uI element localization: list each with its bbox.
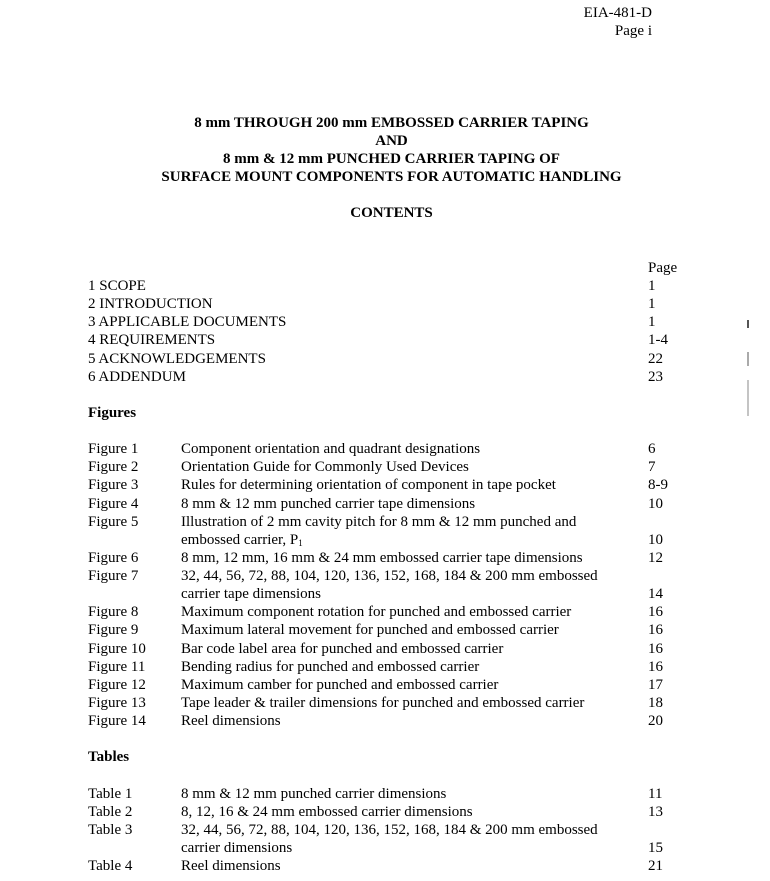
section-label: 4 REQUIREMENTS [88,332,216,348]
toc-figure-row[interactable] [0,640,770,658]
section-page: 1 [648,278,656,294]
figure-description: Reel dimensions [181,713,281,729]
section-page: 23 [648,369,663,385]
title-line-4: SURFACE MOUNT COMPONENTS FOR AUTOMATIC HANDLING [161,169,622,185]
figure-page: 12 [648,550,663,566]
toc-table-row-continued[interactable] [0,839,770,857]
figure-description: Illustration of 2 mm cavity pitch for 8 mm & 12 mm punched and [181,514,577,530]
toc-figure-row[interactable] [0,513,770,531]
page-column-heading: Page [648,260,678,276]
figure-description: Maximum camber for punched and embossed carrier [181,677,499,693]
toc-section-row[interactable] [0,313,770,331]
document-title [0,114,770,186]
subscript: 1 [298,538,303,548]
toc-figure-row[interactable] [0,603,770,621]
figures-heading-row [0,404,770,422]
figure-page: 17 [648,677,663,693]
page-label: Page i [614,23,652,39]
figure-label: Figure 10 [88,641,146,657]
table-description: 8 mm & 12 mm punched carrier dimensions [181,786,447,802]
figure-description-line-2: embossed carrier, P [181,532,299,548]
table-page: 11 [648,786,663,802]
scan-mark [747,380,749,416]
toc-section-row[interactable] [0,350,770,368]
figure-page: 20 [648,713,663,729]
scan-mark [747,320,749,328]
figure-label: Figure 2 [88,459,139,475]
figures-heading: Figures [88,405,137,421]
table-label: Table 3 [88,822,133,838]
section-label: 1 SCOPE [88,278,146,294]
table-page: 13 [648,804,663,820]
table-page: 21 [648,858,663,874]
figure-label: Figure 5 [88,514,139,530]
figure-page: 7 [648,459,656,475]
table-description-line-2: carrier dimensions [181,840,293,856]
figure-page: 14 [648,586,663,602]
figure-description: Maximum component rotation for punched and embossed carrier [181,604,572,620]
toc-section-row[interactable] [0,295,770,313]
title-line-2: AND [375,133,408,149]
title-line-3: 8 mm & 12 mm PUNCHED CARRIER TAPING OF [223,151,560,167]
section-label: 5 ACKNOWLEDGEMENTS [88,351,266,367]
toc-section-row[interactable] [0,331,770,349]
figure-page: 8-9 [648,477,668,493]
toc-figure-row[interactable] [0,549,770,567]
page-header [584,4,652,40]
toc-figure-row[interactable] [0,676,770,694]
toc-table-row[interactable] [0,803,770,821]
toc-figure-row-continued[interactable] [0,531,770,549]
figure-label: Figure 6 [88,550,139,566]
section-page: 1 [648,296,656,312]
figure-label: Figure 13 [88,695,146,711]
figure-page: 18 [648,695,663,711]
toc-figure-row[interactable] [0,495,770,513]
toc-table-row[interactable] [0,785,770,803]
title-line-1: 8 mm THROUGH 200 mm EMBOSSED CARRIER TAPING [194,115,589,131]
figure-label: Figure 12 [88,677,146,693]
toc-figure-row[interactable] [0,621,770,639]
table-label: Table 2 [88,804,133,820]
table-description: 8, 12, 16 & 24 mm embossed carrier dimensions [181,804,473,820]
toc-section-row[interactable] [0,277,770,295]
figure-page: 10 [648,532,663,548]
section-page: 22 [648,351,663,367]
toc-table-row[interactable] [0,821,770,839]
toc-figure-row[interactable] [0,658,770,676]
figure-label: Figure 8 [88,604,139,620]
table-page: 15 [648,840,663,856]
toc-figure-row[interactable] [0,567,770,585]
figure-description: Orientation Guide for Commonly Used Devices [181,459,469,475]
table-description: Reel dimensions [181,858,281,874]
toc-figure-row-continued[interactable] [0,585,770,603]
toc-table-row[interactable] [0,857,770,875]
figure-label: Figure 14 [88,713,146,729]
section-page: 1-4 [648,332,668,348]
figure-description: Tape leader & trailer dimensions for punched and embossed carrier [181,695,585,711]
contents-heading: CONTENTS [350,205,433,221]
figure-description-line-2: carrier tape dimensions [181,586,321,602]
section-label: 2 INTRODUCTION [88,296,213,312]
section-page: 1 [648,314,656,330]
figure-page: 6 [648,441,656,457]
figure-description: 32, 44, 56, 72, 88, 104, 120, 136, 152, 168, 184 & 200 mm embossed [181,568,598,584]
figure-page: 16 [648,641,663,657]
table-description: 32, 44, 56, 72, 88, 104, 120, 136, 152, 168, 184 & 200 mm embossed [181,822,598,838]
figure-page: 16 [648,604,663,620]
section-label: 3 APPLICABLE DOCUMENTS [88,314,287,330]
page-column-heading-row [0,259,770,277]
figure-description: 8 mm & 12 mm punched carrier tape dimensions [181,496,476,512]
figure-description: 8 mm, 12 mm, 16 mm & 24 mm embossed carrier tape dimensions [181,550,583,566]
tables-heading-row [0,748,770,766]
table-label: Table 4 [88,858,133,874]
figure-page: 16 [648,659,663,675]
figure-label: Figure 3 [88,477,139,493]
toc-figure-row[interactable] [0,694,770,712]
tables-heading: Tables [88,749,130,765]
figure-label: Figure 1 [88,441,139,457]
section-label: 6 ADDENDUM [88,369,186,385]
scan-mark [747,352,749,366]
toc-figure-row[interactable] [0,440,770,458]
table-label: Table 1 [88,786,133,802]
toc-figure-row[interactable] [0,458,770,476]
figure-label: Figure 7 [88,568,139,584]
figure-description: Component orientation and quadrant designations [181,441,481,457]
figure-page: 16 [648,622,663,638]
figure-page: 10 [648,496,663,512]
toc-figure-row[interactable] [0,712,770,730]
figure-description: Maximum lateral movement for punched and embossed carrier [181,622,559,638]
figure-description: Bar code label area for punched and embossed carrier [181,641,504,657]
toc-section-row[interactable] [0,368,770,386]
document-id: EIA-481-D [583,5,652,21]
figure-label: Figure 11 [88,659,146,675]
toc-figure-row[interactable] [0,476,770,494]
figure-label: Figure 4 [88,496,139,512]
figure-label: Figure 9 [88,622,139,638]
figure-description: Bending radius for punched and embossed carrier [181,659,480,675]
figure-description: Rules for determining orientation of component in tape pocket [181,477,556,493]
